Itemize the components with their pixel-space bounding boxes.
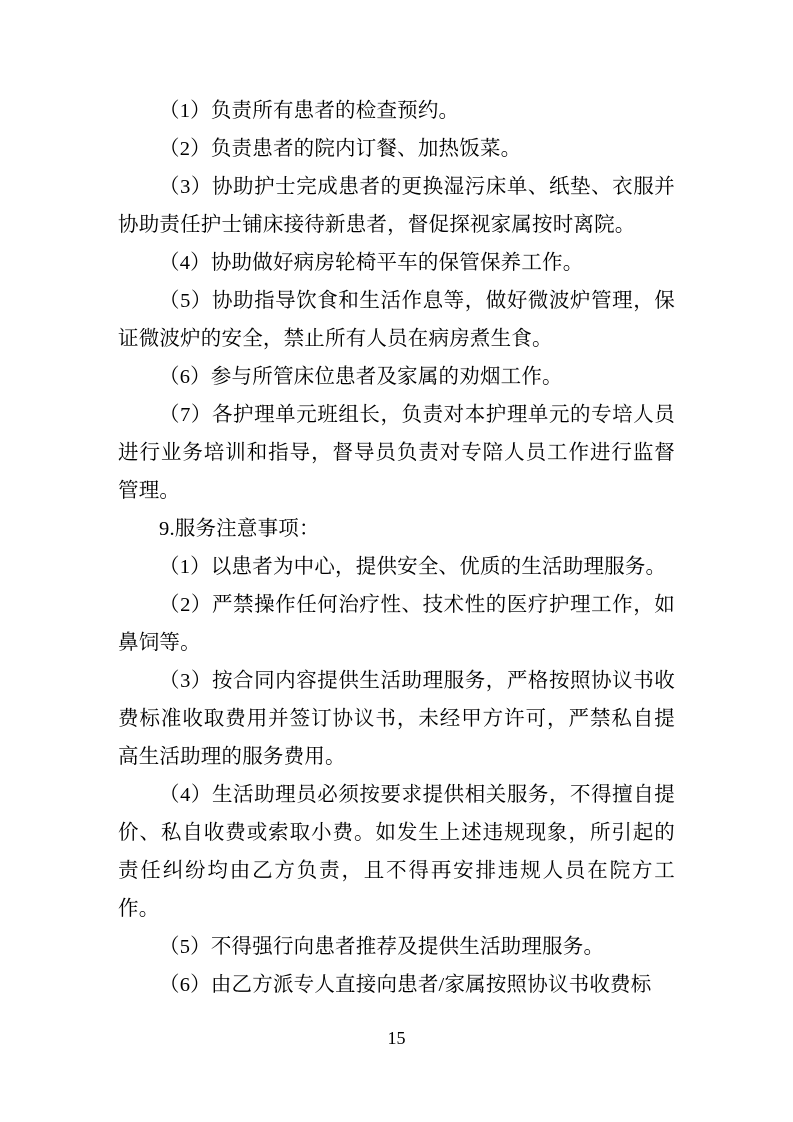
document-body [118, 92, 675, 1004]
paragraph-11: （3）按合同内容提供生活助理服务，严格按照协议书收费标准收取费用并签订协议书，未经甲方许可，严禁私自提高生活助理的服务费用。 [118, 670, 675, 768]
paragraph-5: （5）协助指导饮食和生活作息等，做好微波炉管理，保证微波炉的安全，禁止所有人员在病房煮生食。 [118, 290, 675, 350]
paragraph-7: （7）各护理单元班组长，负责对本护理单元的专培人员进行业务培训和指导，督导员负责对专陪人员工作进行监督管理。 [118, 404, 675, 502]
section-heading-9: 9.服务注意事项： [159, 518, 320, 540]
paragraph-1: （1）负责所有患者的检查预约。 [159, 100, 460, 122]
paragraph-10: （2）严禁操作任何治疗性、技术性的医疗护理工作，如鼻饲等。 [118, 594, 675, 654]
paragraph-4: （4）协助做好病房轮椅平车的保管保养工作。 [159, 252, 584, 274]
paragraph-14: （6）由乙方派专人直接向患者/家属按照协议书收费标 [159, 974, 652, 996]
paragraph-2: （2）负责患者的院内订餐、加热饭菜。 [159, 138, 522, 160]
paragraph-6: （6）参与所管床位患者及家属的劝烟工作。 [159, 366, 563, 388]
paragraph-12: （4）生活助理员必须按要求提供相关服务，不得擅自提价、私自收费或索取小费。如发生上述违规现象，所引起的责任纠纷均由乙方负责，且不得再安排违规人员在院方工作。 [118, 784, 675, 920]
paragraph-3: （3）协助护士完成患者的更换湿污床单、纸垫、衣服并协助责任护士铺床接待新患者，督促探视家属按时离院。 [118, 176, 675, 236]
page-number: 15 [387, 1028, 406, 1048]
paragraph-13: （5）不得强行向患者推荐及提供生活助理服务。 [159, 936, 605, 958]
paragraph-9: （1）以患者为中心，提供安全、优质的生活助理服务。 [159, 556, 667, 578]
